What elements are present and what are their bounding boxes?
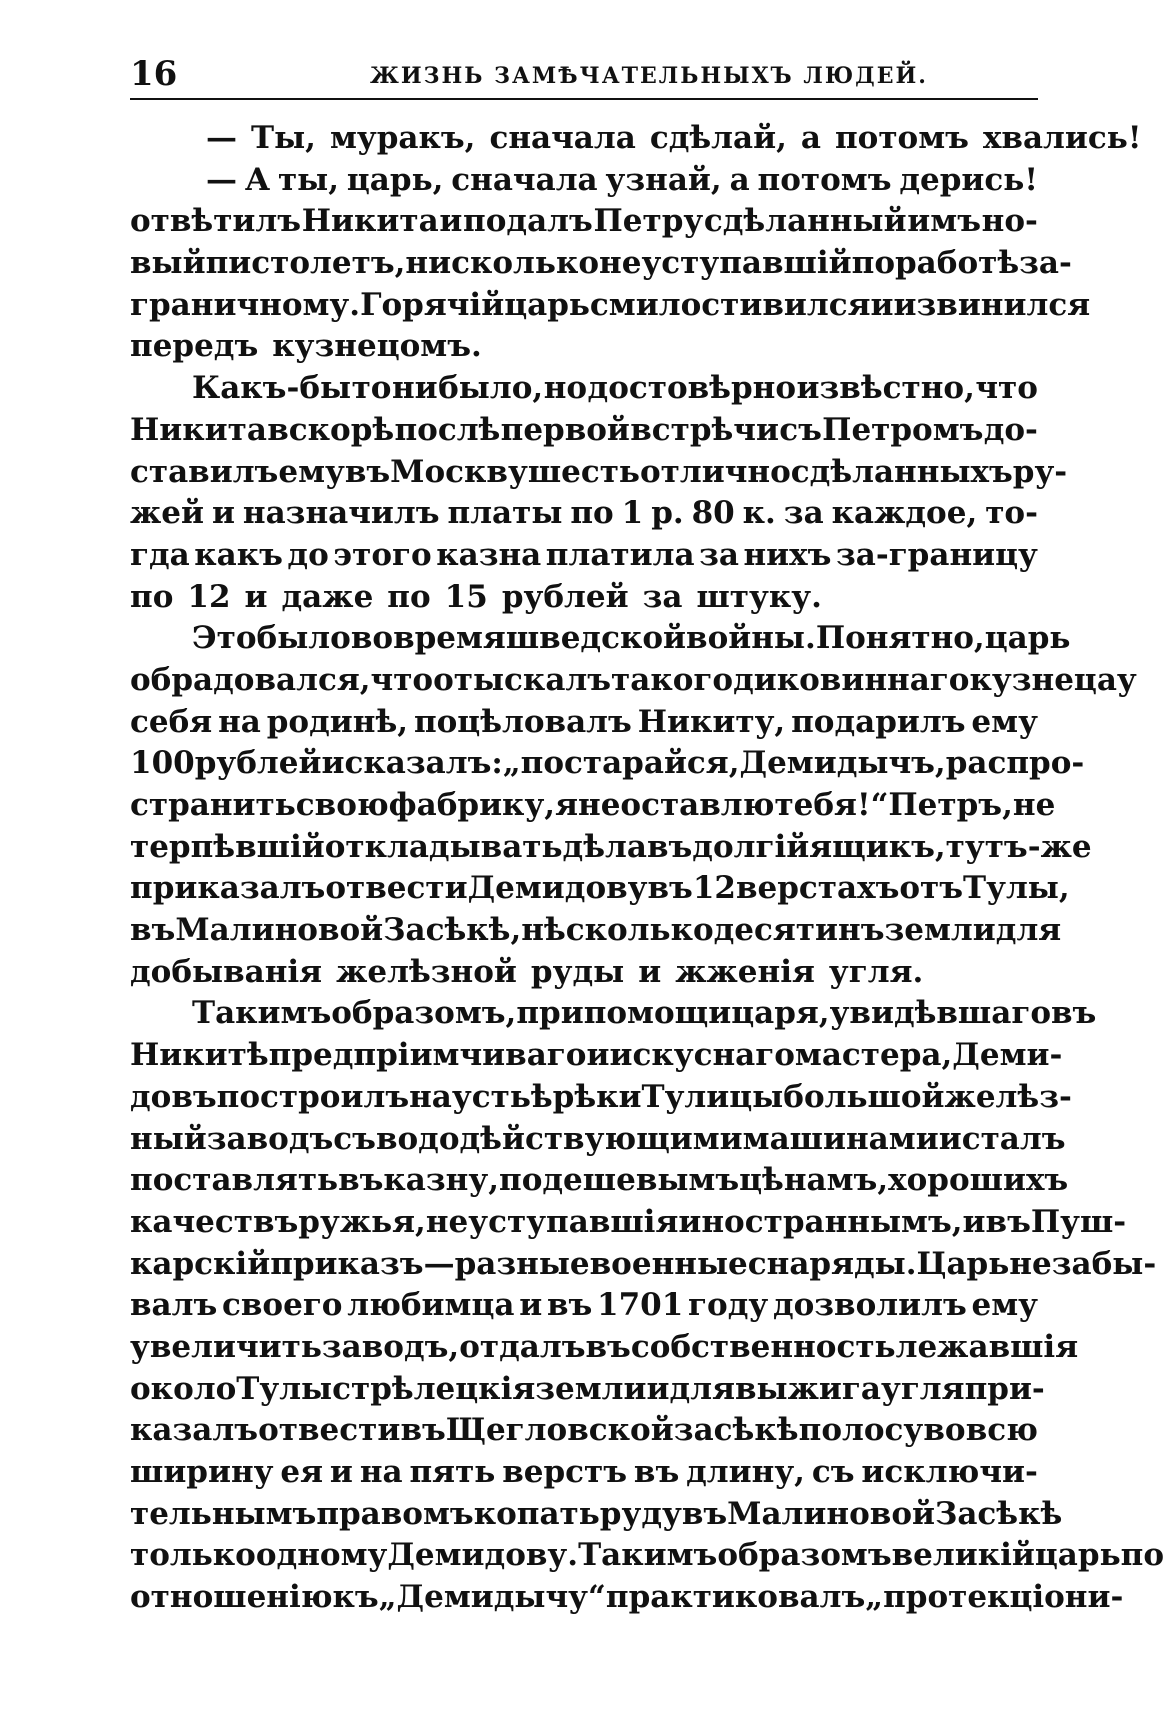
text-line: странить свою фабрику, я не оставлю тебя!“ Петръ, не	[130, 787, 1056, 823]
text-line: увеличить заводъ, отдалъ въ собственность лежавшія	[130, 1328, 1079, 1365]
text-line: граничному. Горячій царь смилостивился и извинился	[130, 286, 1091, 323]
text-line: — Ты, муракъ, сначала сдѣлай, а потомъ хвались!	[206, 120, 1142, 156]
text-line: добыванія желѣзной руды и жженія угля.	[130, 953, 924, 990]
text-line: вый пистолетъ, нисколько не уступавшій по работѣ за-	[130, 245, 1072, 282]
text-line: Это было во время шведской войны. Понятно, царь	[192, 620, 1071, 657]
text-line: ставилъ ему въ Москву шесть отлично сдѣланныхъ ру-	[130, 453, 1068, 490]
text-line: терпѣвшій откладывать дѣла въ долгій ящикъ, тутъ-же	[130, 828, 1092, 865]
paragraph	[130, 368, 1068, 618]
body-text	[130, 118, 1164, 1619]
paragraph	[130, 993, 1164, 1618]
text-line: казалъ отвести въ Щегловской засѣкѣ полосу во всю	[130, 1412, 1038, 1449]
text-line: ный заводъ съ вододѣйствующими машинами и сталъ	[130, 1120, 1066, 1157]
text-line: тельнымъ правомъ копать руду въ Малиновой Засѣкѣ	[130, 1495, 1063, 1532]
page-number: 16	[130, 54, 178, 94]
text-line: довъ построилъ на устьѣ рѣки Тулицы большой желѣз-	[130, 1078, 1072, 1115]
text-line: Какъ-бы то ни было, но достовѣрно извѣстно, что	[192, 370, 1038, 407]
text-line: отвѣтилъ Никита и подалъ Петру сдѣланный имъ но-	[130, 203, 1038, 240]
paragraph	[130, 118, 1142, 160]
text-line: карскій приказъ—разные военные снаряды. Царь не забы-	[130, 1245, 1157, 1282]
text-line: Такимъ образомъ, при помощи царя, увидѣвшаго въ	[192, 995, 1097, 1032]
text-line: передъ кузнецомъ.	[130, 328, 482, 365]
text-line: — А ты, царь, сначала узнай, а потомъ дерись!	[206, 161, 1038, 198]
text-line: себя на родинѣ, поцѣловалъ Никиту, подарилъ ему	[130, 703, 1038, 740]
paragraph	[130, 160, 1091, 368]
text-line: качествъ ружья, не уступавшія иностраннымъ, и въ Пуш-	[130, 1203, 1127, 1240]
text-line: приказалъ отвести Демидову въ 12 верстахъ отъ Тулы,	[130, 870, 1070, 907]
text-line: жей и назначилъ платы по 1 р. 80 к. за каждое, то-	[130, 495, 1038, 532]
text-line: отношенію къ „Демидычу“ практиковалъ „протекціони-	[130, 1579, 1124, 1616]
header-rule	[130, 98, 1038, 100]
text-line: 100 рублей и сказалъ: „постарайся, Демидычъ, распро-	[130, 745, 1085, 782]
text-line: Никита вскорѣ послѣ первой встрѣчи съ Петромъ до-	[130, 411, 1038, 448]
text-line: обрадовался, что отыскалъ такого диковиннаго кузнеца у	[130, 661, 1137, 698]
page-header	[130, 52, 1038, 96]
text-line: Никитѣ предпріимчиваго и искуснаго мастера, Деми-	[130, 1037, 1063, 1074]
paragraph	[130, 618, 1137, 993]
text-line: поставлять въ казну, по дешевымъ цѣнамъ, хорошихъ	[130, 1162, 1069, 1199]
text-line: ширину ея и на пять верстъ въ длину, съ исключи-	[130, 1454, 1038, 1490]
text-line: по 12 и даже по 15 рублей за штуку.	[130, 578, 822, 615]
text-line: гда какъ до этого казна платила за нихъ за-границу	[130, 536, 1038, 573]
text-line: валъ своего любимца и въ 1701 году дозволилъ ему	[130, 1287, 1038, 1324]
text-line: около Тулы стрѣлецкія земли и для выжига угля при-	[130, 1370, 1045, 1407]
text-line: въ Малиновой Засѣкѣ, нѣсколько десятинъ земли для	[130, 912, 1062, 949]
running-title: ЖИЗНЬ ЗАМѢЧАТЕЛЬНЫХЪ ЛЮДЕЙ.	[370, 63, 928, 89]
text-line: только одному Демидову. Такимъ образомъ великій царь по	[130, 1537, 1164, 1574]
